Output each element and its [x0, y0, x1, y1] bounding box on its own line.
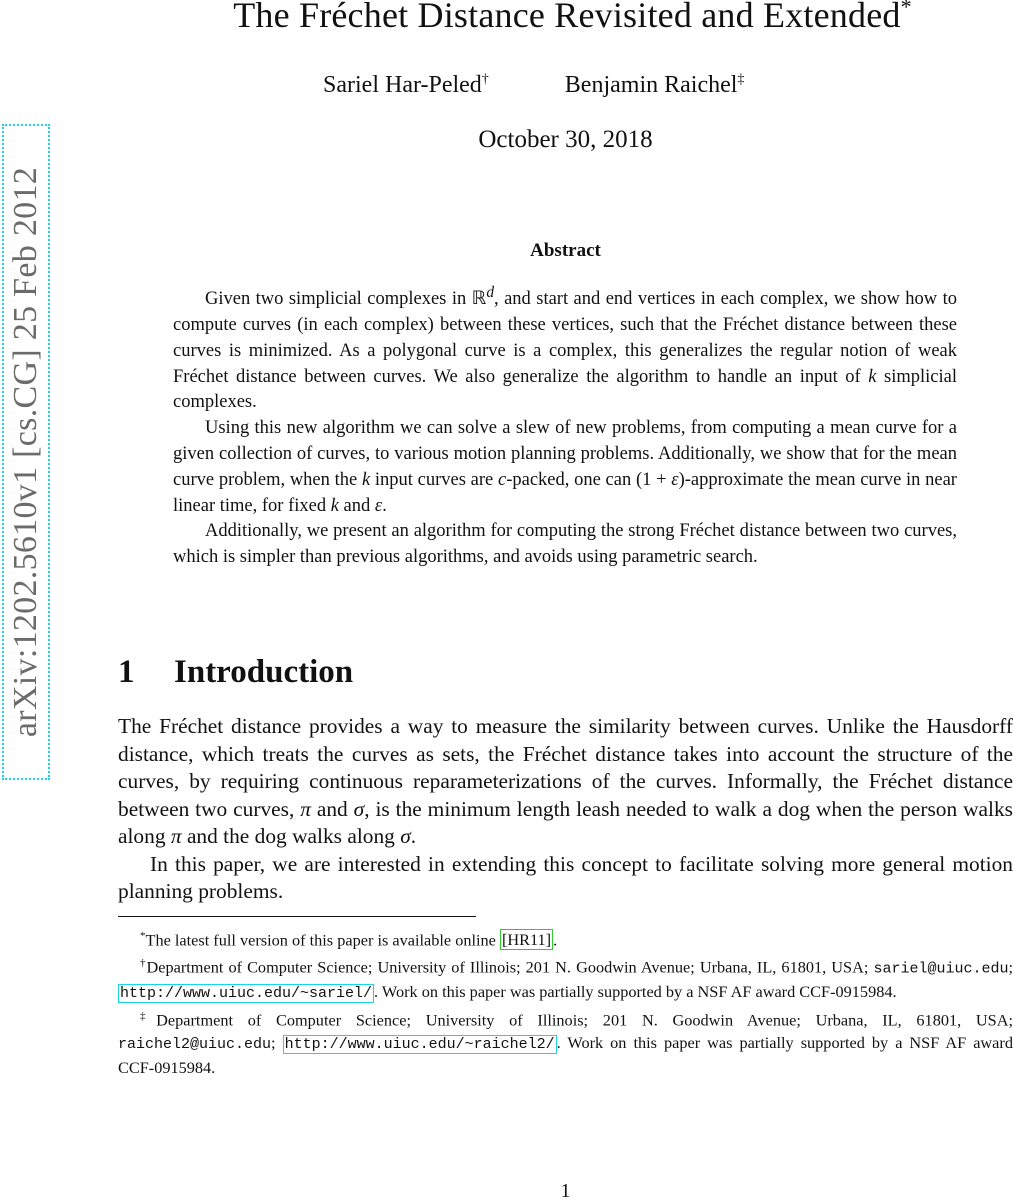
abstract-p1-text-c: simplicial complexes. [173, 366, 957, 413]
author-2-mark: ‡ [737, 72, 745, 87]
url-link-sariel[interactable]: http://www.uiuc.edu/~sariel/ [120, 984, 373, 1002]
intro-p1-text-c: , is the minimum length leash needed to walk a dog when the person walks along [118, 796, 1013, 848]
footnote-2-text: Department of Computer Science; University of Illinois; 201 N. Goodwin Avenue; Urbana, IL, 61801, USA; [146, 957, 874, 977]
abstract-p2-text-d: -packed, one can (1 + [506, 469, 672, 490]
math-k: k [361, 469, 371, 490]
abstract-paragraph-1 [173, 280, 957, 416]
abstract-p1-text-a: Given two simplicial complexes in [205, 289, 472, 310]
abstract-paragraph-2 [173, 416, 957, 519]
math-epsilon: ε [671, 469, 679, 490]
paper-title [0, 0, 1013, 36]
intro-paragraph-1 [118, 713, 1013, 851]
math-k: k [868, 366, 877, 387]
email-raichel: raichel2@uiuc.edu [118, 1036, 272, 1054]
math-dimension-d: d [486, 284, 495, 301]
abstract-p2-text-a: Using this new algorithm we can solve a slew of new problems, from computing a mean curve for a given collection of curves, to various motion planning problems. Additionally, we show that for the mean curve problem, when the [173, 418, 957, 490]
footnote-divider [118, 916, 476, 917]
footnote-2-separator: ; [1008, 957, 1013, 977]
section-heading-introduction [118, 654, 353, 691]
math-real-space: ℝ [471, 289, 487, 310]
footnote-1-end: . [553, 930, 558, 950]
math-sigma: σ [353, 796, 365, 821]
intro-p1-text-b: and [310, 796, 354, 821]
arxiv-stamp-text[interactable]: arXiv:1202.5610v1 [cs.CG] 25 Feb 2012 [7, 166, 44, 738]
intro-p1-text-a: The Fréchet distance provides a way to measure the similarity between curves. Unlike the Hausdorff distance, which treats the curves as sets, the Fréchet distance takes into account the structure of the curves, by requiring continuous reparameterizations of the curves. Informally, the Fréchet distance between two curves, [118, 714, 1013, 821]
citation-link-hr11[interactable]: [HR11] [501, 930, 552, 950]
footnote-1 [118, 925, 1013, 952]
intro-p1-text-e: . [410, 824, 417, 848]
introduction-body [118, 713, 1013, 906]
title-text: The Fréchet Distance Revisited and Extended [233, 0, 901, 35]
intro-paragraph-2: In this paper, we are interested in extending this concept to facilitate solving more general motion planning problems. [118, 851, 1013, 903]
url-link-raichel[interactable]: http://www.uiuc.edu/~raichel2/ [284, 1036, 555, 1054]
abstract-p2-text-g: . [382, 495, 387, 516]
abstract-p2-text-e: )-approximate the mean curve in near linear time, for fixed [173, 469, 957, 516]
author-1 [323, 72, 489, 99]
abstract-paragraph-3: Additionally, we present an algorithm for computing the strong Fréchet distance between two curves, which is simpler than previous algorithms, and avoids using parametric search. [173, 521, 957, 568]
abstract-heading: Abstract [530, 240, 601, 261]
footnote-3 [118, 1005, 1013, 1079]
email-sariel: sariel@uiuc.edu [873, 960, 1009, 978]
footnote-2 [118, 952, 1013, 1005]
footnotes [118, 925, 1013, 1079]
section-number: 1 [118, 654, 135, 690]
section-title: Introduction [174, 654, 354, 690]
abstract-body [173, 280, 957, 571]
author-1-mark: † [481, 72, 489, 87]
abstract-p2-text-f: and [338, 495, 375, 516]
math-epsilon: ε [374, 495, 383, 516]
footnote-1-text: The latest full version of this paper is available online [145, 930, 500, 950]
math-c: c [498, 469, 507, 490]
abstract-p2-text-b: input curves are [370, 469, 498, 490]
footnote-3-end: . Work on this paper was partially supported by a NSF AF award CCF-0915984. [118, 1033, 1013, 1077]
author-list [323, 72, 744, 99]
math-pi: π [170, 824, 182, 848]
footnote-3-text: Department of Computer Science; University of Illinois; 201 N. Goodwin Avenue; Urbana, IL, 61801, USA; [156, 1010, 1013, 1030]
title-footnote-mark: * [900, 0, 912, 19]
author-1-name: Sariel Har-Peled [323, 72, 482, 98]
footnote-3-separator: ; [271, 1033, 283, 1053]
math-k: k [330, 495, 339, 516]
author-2-name: Benjamin Raichel [564, 72, 738, 98]
intro-p1-text-d: and the dog walks along [181, 824, 401, 848]
author-2 [565, 72, 745, 99]
footnote-3-mark: ‡ [140, 1010, 157, 1023]
math-pi: π [300, 796, 311, 821]
math-sigma: σ [400, 824, 411, 848]
footnote-1-mark: * [140, 930, 146, 942]
footnote-2-mark: † [140, 956, 147, 969]
page-number: 1 [560, 1180, 571, 1202]
abstract-p1-text-b: , and start and end vertices in each complex, we show how to compute curves (in each complex) between these vertices, such that the Fréchet distance between these curves is minimized. As a polygonal curve is a complex, this generalizes the regular notion of weak Fréchet distance between curves. We also generalize the algorithm to handle an input of [173, 289, 957, 387]
footnote-2-end: . Work on this paper was partially supported by a NSF AF award CCF-0915984. [374, 981, 897, 1001]
paper-date: October 30, 2018 [478, 126, 653, 153]
